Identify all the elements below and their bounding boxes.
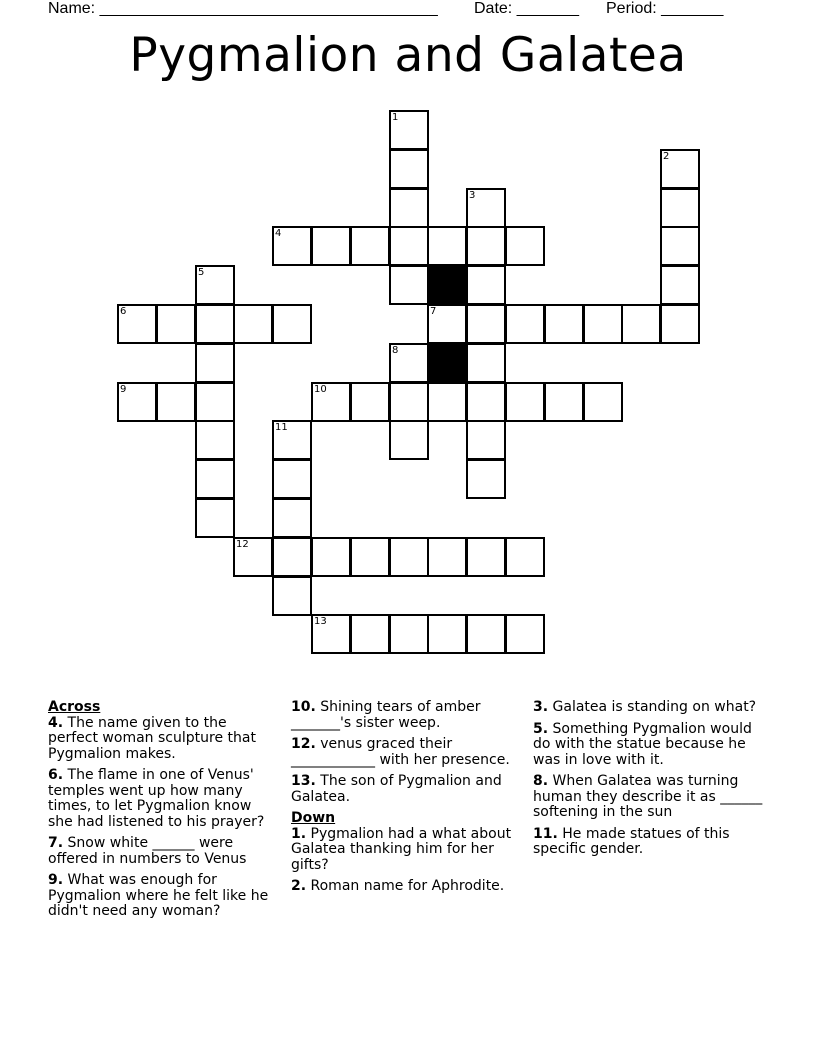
clue-number: 2. [291, 878, 307, 894]
grid-cell[interactable] [505, 382, 545, 422]
clue-item [48, 836, 280, 867]
grid-cell[interactable] [195, 459, 235, 499]
clue-number-label: 5 [198, 267, 205, 278]
grid-cell[interactable] [660, 188, 700, 228]
grid-cell[interactable] [505, 537, 545, 577]
page-title: Pygmalion and Galatea [129, 28, 687, 83]
clue-text: Galatea is standing on what? [548, 699, 757, 715]
grid-cell[interactable] [117, 382, 157, 422]
clue-number: 13. [291, 773, 316, 789]
grid-cell[interactable] [195, 498, 235, 538]
clue-text: venus graced their ____________ with her presence. [291, 736, 510, 768]
grid-cell[interactable] [272, 576, 312, 616]
grid-cell[interactable] [427, 537, 467, 577]
grid-cell[interactable] [389, 614, 429, 654]
grid-cell[interactable] [660, 149, 700, 189]
grid-cell[interactable] [311, 226, 351, 266]
down-heading: Down [291, 810, 336, 826]
grid-cell[interactable] [544, 304, 584, 344]
grid-cell[interactable] [117, 304, 157, 344]
grid-cell[interactable] [389, 265, 429, 305]
clue-number-label: 1 [392, 112, 399, 123]
across-heading: Across [48, 699, 101, 715]
name-field[interactable]: Name: ______________________________________ [48, 0, 438, 17]
grid-cell[interactable] [389, 226, 429, 266]
grid-cell[interactable] [156, 382, 196, 422]
clue-item [533, 722, 765, 769]
clue-text: When Galatea was turning human they describe it as ______ softening in the sun [533, 773, 763, 820]
clue-number-label: 11 [275, 422, 288, 433]
clue-text: The son of Pygmalion and Galatea. [291, 773, 502, 805]
grid-cell[interactable] [660, 265, 700, 305]
grid-cell[interactable] [272, 459, 312, 499]
grid-cell[interactable] [272, 498, 312, 538]
grid-cell[interactable] [505, 226, 545, 266]
clue-text: Roman name for Aphrodite. [306, 878, 505, 894]
clue-text: What was enough for Pygmalion where he felt like he didn't need any woman? [48, 872, 269, 919]
grid-cell[interactable] [195, 382, 235, 422]
grid-cell[interactable] [389, 110, 429, 150]
grid-cell[interactable] [389, 188, 429, 228]
grid-cell[interactable] [466, 459, 506, 499]
grid-cell[interactable] [583, 382, 623, 422]
clue-item [533, 774, 765, 821]
clue-number-label: 7 [430, 306, 437, 317]
grid-cell[interactable] [233, 304, 273, 344]
clue-number-label: 3 [469, 190, 476, 201]
grid-cell[interactable] [466, 382, 506, 422]
grid-cell[interactable] [272, 226, 312, 266]
clue-number-label: 4 [275, 228, 282, 239]
grid-cell[interactable] [660, 226, 700, 266]
grid-cell[interactable] [466, 537, 506, 577]
period-field[interactable]: Period: _______ [606, 0, 724, 17]
grid-cell[interactable] [466, 614, 506, 654]
grid-cell[interactable] [195, 343, 235, 383]
grid-cell[interactable] [272, 420, 312, 460]
clue-number: 12. [291, 736, 316, 752]
clue-number-label: 6 [120, 306, 127, 317]
grid-cell[interactable] [195, 304, 235, 344]
clue-number: 7. [48, 835, 64, 851]
clue-text: The flame in one of Venus' temples went up how many times, to let Pygmalion know she had listened to his prayer? [48, 767, 265, 830]
clue-number: 9. [48, 872, 64, 888]
grid-cell[interactable] [660, 304, 700, 344]
grid-cell[interactable] [466, 226, 506, 266]
grid-cell[interactable] [389, 537, 429, 577]
grid-cell[interactable] [389, 343, 429, 383]
black-cell [427, 265, 467, 305]
grid-cell[interactable] [311, 614, 351, 654]
clue-number: 6. [48, 767, 64, 783]
clues-column-2 [291, 700, 523, 901]
grid-cell[interactable] [272, 304, 312, 344]
grid-cell[interactable] [466, 304, 506, 344]
clue-item [48, 716, 280, 763]
clue-text: He made statues of this specific gender. [533, 825, 730, 857]
clue-number-label: 9 [120, 384, 127, 395]
clue-text: Pygmalion had a what about Galatea thanking him for her gifts? [291, 825, 512, 873]
grid-cell[interactable] [427, 382, 467, 422]
clue-item [291, 879, 523, 895]
grid-cell[interactable] [466, 188, 506, 228]
clue-text: Shining tears of amber _______'s sister weep. [291, 699, 481, 731]
clues-column-1 [48, 700, 280, 926]
grid-cell[interactable] [427, 226, 467, 266]
black-cell [427, 343, 467, 383]
grid-cell[interactable] [350, 537, 390, 577]
clue-number-label: 10 [314, 384, 327, 395]
grid-cell[interactable] [350, 382, 390, 422]
clue-text: Snow white ______ were offered in numbers to Venus [48, 835, 247, 867]
clue-number: 5. [533, 720, 549, 737]
grid-cell[interactable] [156, 304, 196, 344]
grid-cell[interactable] [466, 343, 506, 383]
grid-cell[interactable] [311, 537, 351, 577]
clue-item [291, 827, 523, 874]
grid-cell[interactable] [505, 614, 545, 654]
grid-cell[interactable] [466, 265, 506, 305]
clue-number: 11. [533, 825, 558, 842]
clue-number-label: 12 [236, 539, 249, 550]
clue-item [48, 768, 280, 830]
clue-item [48, 873, 280, 920]
clue-number: 10. [291, 699, 316, 715]
grid-cell[interactable] [389, 149, 429, 189]
grid-cell[interactable] [427, 304, 467, 344]
clue-number: 8. [533, 773, 549, 789]
clue-number: 1. [291, 825, 307, 842]
grid-cell[interactable] [195, 265, 235, 305]
clue-number-label: 2 [663, 151, 670, 162]
grid-cell[interactable] [195, 420, 235, 460]
clue-number-label: 8 [392, 345, 399, 356]
clue-item [291, 737, 523, 768]
grid-cell[interactable] [350, 226, 390, 266]
grid-cell[interactable] [272, 537, 312, 577]
grid-cell[interactable] [350, 614, 390, 654]
clue-number-label: 13 [314, 616, 327, 627]
date-field[interactable]: Date: _______ [474, 0, 579, 17]
clue-item [533, 827, 765, 858]
grid-cell[interactable] [466, 420, 506, 460]
clue-text: Something Pygmalion would do with the statue because he was in love with it. [533, 720, 752, 768]
grid-cell[interactable] [583, 304, 623, 344]
grid-cell[interactable] [389, 420, 429, 460]
clues-column-3 [533, 700, 765, 864]
clue-item [291, 700, 523, 731]
grid-cell[interactable] [389, 382, 429, 422]
clue-number: 3. [533, 699, 549, 715]
grid-cell[interactable] [505, 304, 545, 344]
clue-text: The name given to the perfect woman sculpture that Pygmalion makes. [48, 714, 256, 762]
clue-number: 4. [48, 714, 64, 731]
grid-cell[interactable] [311, 382, 351, 422]
grid-cell[interactable] [621, 304, 661, 344]
clue-item [291, 774, 523, 805]
grid-cell[interactable] [233, 537, 273, 577]
grid-cell[interactable] [427, 614, 467, 654]
grid-cell[interactable] [544, 382, 584, 422]
clue-item [533, 700, 765, 716]
